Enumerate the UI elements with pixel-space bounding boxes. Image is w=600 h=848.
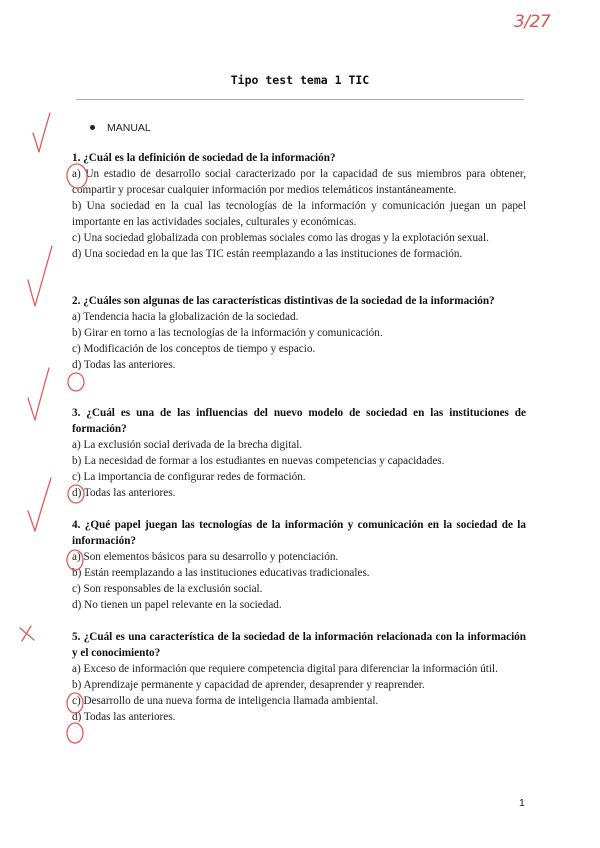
option-d[interactable]: d) Todas las anteriores. <box>72 487 176 499</box>
answer-circle-icon <box>68 373 84 391</box>
option-c[interactable]: c) Desarrollo de una nueva forma de inteligencia llamada ambiental. <box>72 695 379 707</box>
option-b[interactable]: b) Una sociedad en la cual las tecnologías de la información y comunicación juegan un papel importante en las actividades sociales, culturales y económicas. <box>72 200 526 228</box>
option-b[interactable]: b) Girar en torno a las tecnologías de la información y comunicación. <box>72 327 383 339</box>
option-b[interactable]: b) Aprendizaje permanente y capacidad de aprender, desaprender y reaprender. <box>72 679 425 691</box>
option-d[interactable]: d) No tienen un papel relevante en la sociedad. <box>72 599 282 611</box>
handwritten-score: 3/27 <box>514 12 551 32</box>
option-a[interactable]: a) Un estadio de desarrollo social caracterizado por la capacidad de sus miembros para obtener, compartir y procesar cualquier información por medios telemáticos instantáneamente. <box>72 168 526 196</box>
option-b[interactable]: b) Están reemplazando a las instituciones educativas tradicionales. <box>72 567 370 579</box>
page-title: Tipo test tema 1 TIC <box>230 73 370 87</box>
option-a[interactable]: a) Son elementos básicos para su desarrollo y potenciación. <box>72 551 339 563</box>
answer-circle-icon <box>67 723 83 743</box>
option-d[interactable]: d) Todas las anteriores. <box>72 359 176 371</box>
section-bullet <box>90 122 151 134</box>
page-number: 1 <box>519 797 525 809</box>
option-a[interactable]: a) La exclusión social derivada de la brecha digital. <box>72 439 303 451</box>
check-mark-icon <box>33 113 50 152</box>
question-title: 3. ¿Cuál es una de las influencias del nuevo modelo de sociedad en las instituciones de formación? <box>72 407 526 435</box>
check-mark-icon <box>28 368 49 420</box>
question-title: 2. ¿Cuáles son algunas de las características distintivas de la sociedad de la información? <box>72 295 495 307</box>
question-1 <box>72 150 526 262</box>
question-4 <box>72 517 526 613</box>
option-a[interactable]: a) Tendencia hacia la globalización de la sociedad. <box>72 311 299 323</box>
option-c[interactable]: c) Son responsables de la exclusión social. <box>72 583 263 595</box>
section-label: MANUAL <box>107 122 151 134</box>
title-divider <box>76 99 524 100</box>
question-title: 1. ¿Cuál es la definición de sociedad de la información? <box>72 152 336 164</box>
question-title: 5. ¿Cuál es una característica de la sociedad de la información relacionada con la información y el conocimiento? <box>72 631 526 659</box>
check-mark-icon <box>28 246 52 306</box>
check-mark-icon <box>28 478 51 531</box>
bullet-icon <box>90 125 95 130</box>
option-c[interactable]: c) La importancia de configurar redes de formación. <box>72 471 306 483</box>
question-title: 4. ¿Qué papel juegan las tecnologías de la información y comunicación en la sociedad de la información? <box>72 519 526 547</box>
option-d[interactable]: d) Una sociedad en la que las TIC están reemplazando a las instituciones de formación. <box>72 248 463 260</box>
option-c[interactable]: c) Modificación de los conceptos de tiempo y espacio. <box>72 343 316 355</box>
question-3 <box>72 405 526 501</box>
option-a[interactable]: a) Exceso de información que requiere competencia digital para diferenciar la información útil. <box>72 663 498 675</box>
question-5 <box>72 629 526 725</box>
question-2 <box>72 293 526 373</box>
option-c[interactable]: c) Una sociedad globalizada con problemas sociales como las drogas y la explotación sexual. <box>72 232 489 244</box>
cross-mark-icon <box>20 626 34 641</box>
option-d[interactable]: d) Todas las anteriores. <box>72 711 176 723</box>
option-b[interactable]: b) La necesidad de formar a los estudiantes en nuevas competencias y capacidades. <box>72 455 445 467</box>
